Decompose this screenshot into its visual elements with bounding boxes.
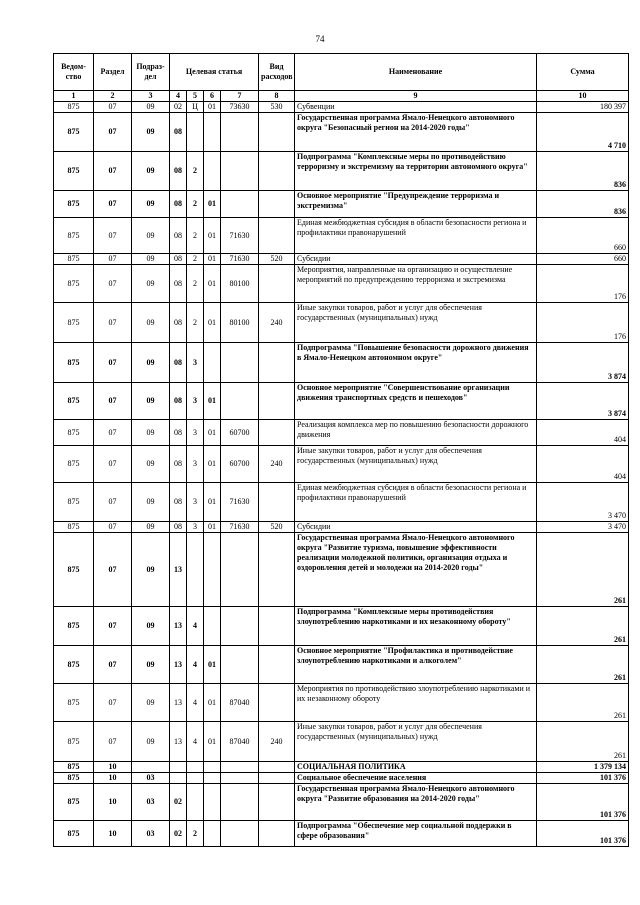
table-row bbox=[54, 821, 629, 847]
cell-target-d: 60700 bbox=[221, 420, 259, 446]
table-row bbox=[54, 773, 629, 784]
cell-target-d bbox=[221, 383, 259, 420]
cell-target-c bbox=[204, 821, 221, 847]
cell-naimenovanie: Подпрограмма "Комплексные меры противодействия злоупотреблению наркотиками и их незаконному обороту" bbox=[295, 607, 537, 646]
cell-target-d: 80100 bbox=[221, 303, 259, 343]
column-number: 4 bbox=[170, 91, 187, 102]
cell-target-d bbox=[221, 646, 259, 684]
cell-podrazdel: 09 bbox=[132, 152, 170, 191]
table-row bbox=[54, 383, 629, 420]
cell-podrazdel: 09 bbox=[132, 722, 170, 762]
cell-vid-rashodov: 530 bbox=[259, 102, 295, 113]
cell-vid-rashodov bbox=[259, 646, 295, 684]
cell-target-c bbox=[204, 343, 221, 383]
cell-summa: 101 376 bbox=[537, 821, 629, 847]
cell-podrazdel: 09 bbox=[132, 684, 170, 722]
cell-target-a: 08 bbox=[170, 446, 187, 483]
column-number-row bbox=[54, 91, 629, 102]
cell-summa: 660 bbox=[537, 218, 629, 254]
table-row bbox=[54, 522, 629, 533]
cell-naimenovanie: Основное мероприятие "Профилактика и противодействие злоупотреблению наркотиками и алкоголем" bbox=[295, 646, 537, 684]
cell-podrazdel: 09 bbox=[132, 218, 170, 254]
cell-target-d bbox=[221, 343, 259, 383]
table-row bbox=[54, 762, 629, 773]
cell-target-a: 08 bbox=[170, 152, 187, 191]
cell-summa: 176 bbox=[537, 303, 629, 343]
cell-target-b: 3 bbox=[187, 483, 204, 522]
cell-vedomstvo: 875 bbox=[54, 102, 94, 113]
cell-vid-rashodov bbox=[259, 265, 295, 303]
cell-target-c: 01 bbox=[204, 265, 221, 303]
cell-target-a: 13 bbox=[170, 684, 187, 722]
cell-vid-rashodov bbox=[259, 684, 295, 722]
header-summa: Сумма bbox=[537, 54, 629, 91]
cell-razdel: 07 bbox=[94, 684, 132, 722]
cell-summa: 261 bbox=[537, 607, 629, 646]
cell-target-b: 4 bbox=[187, 646, 204, 684]
cell-podrazdel: 03 bbox=[132, 773, 170, 784]
cell-podrazdel: 09 bbox=[132, 343, 170, 383]
cell-vedomstvo: 875 bbox=[54, 684, 94, 722]
cell-target-d: 71630 bbox=[221, 483, 259, 522]
cell-target-a bbox=[170, 773, 187, 784]
cell-target-b: 2 bbox=[187, 191, 204, 218]
cell-razdel: 10 bbox=[94, 821, 132, 847]
table-row bbox=[54, 152, 629, 191]
cell-podrazdel: 03 bbox=[132, 821, 170, 847]
cell-naimenovanie: Иные закупки товаров, работ и услуг для обеспечения государственных (муниципальных) нужд bbox=[295, 303, 537, 343]
cell-vedomstvo: 875 bbox=[54, 607, 94, 646]
cell-target-b: 3 bbox=[187, 522, 204, 533]
cell-vedomstvo: 875 bbox=[54, 784, 94, 821]
cell-target-c: 01 bbox=[204, 483, 221, 522]
header-vid-rashodov: Вид расходов bbox=[259, 54, 295, 91]
column-number: 10 bbox=[537, 91, 629, 102]
cell-target-d bbox=[221, 152, 259, 191]
cell-podrazdel: 09 bbox=[132, 483, 170, 522]
cell-vedomstvo: 875 bbox=[54, 265, 94, 303]
cell-target-d: 73630 bbox=[221, 102, 259, 113]
cell-target-b: 2 bbox=[187, 152, 204, 191]
cell-razdel: 07 bbox=[94, 113, 132, 152]
cell-target-c: 01 bbox=[204, 254, 221, 265]
cell-target-c bbox=[204, 784, 221, 821]
cell-summa: 261 bbox=[537, 722, 629, 762]
cell-summa: 3 470 bbox=[537, 522, 629, 533]
cell-podrazdel: 09 bbox=[132, 446, 170, 483]
cell-naimenovanie: Государственная программа Ямало-Ненецкого автономного округа "Безопасный регион на 2014-2020 годы" bbox=[295, 113, 537, 152]
cell-podrazdel: 09 bbox=[132, 607, 170, 646]
cell-target-c: 01 bbox=[204, 446, 221, 483]
cell-razdel: 10 bbox=[94, 762, 132, 773]
cell-naimenovanie: Субсидии bbox=[295, 522, 537, 533]
cell-vid-rashodov bbox=[259, 152, 295, 191]
cell-vedomstvo: 875 bbox=[54, 762, 94, 773]
cell-target-a: 13 bbox=[170, 607, 187, 646]
cell-razdel: 10 bbox=[94, 784, 132, 821]
column-number: 3 bbox=[132, 91, 170, 102]
page-number: 74 bbox=[315, 34, 325, 44]
cell-razdel: 07 bbox=[94, 646, 132, 684]
cell-naimenovanie: Подпрограмма "Повышение безопасности дорожного движения в Ямало-Ненецком автономном округе" bbox=[295, 343, 537, 383]
cell-target-d bbox=[221, 821, 259, 847]
table-row bbox=[54, 191, 629, 218]
cell-naimenovanie: Реализация комплекса мер по повышению безопасности дорожного движения bbox=[295, 420, 537, 446]
cell-naimenovanie: Субвенции bbox=[295, 102, 537, 113]
cell-razdel: 07 bbox=[94, 303, 132, 343]
cell-target-c bbox=[204, 533, 221, 607]
cell-naimenovanie: Подпрограмма "Комплексные меры по противодействию терроризму и экстремизму на территории автономного округа" bbox=[295, 152, 537, 191]
cell-target-a: 08 bbox=[170, 113, 187, 152]
cell-target-b: 4 bbox=[187, 684, 204, 722]
cell-podrazdel: 09 bbox=[132, 265, 170, 303]
cell-target-b: 2 bbox=[187, 821, 204, 847]
cell-naimenovanie: Государственная программа Ямало-Ненецкого автономного округа "Развитие образования на 2014-2020 годы" bbox=[295, 784, 537, 821]
cell-target-d: 87040 bbox=[221, 684, 259, 722]
cell-vid-rashodov bbox=[259, 113, 295, 152]
cell-target-a: 02 bbox=[170, 784, 187, 821]
cell-target-d bbox=[221, 773, 259, 784]
cell-target-d: 71630 bbox=[221, 254, 259, 265]
cell-target-a: 08 bbox=[170, 522, 187, 533]
cell-target-d bbox=[221, 533, 259, 607]
cell-vid-rashodov bbox=[259, 420, 295, 446]
cell-razdel: 07 bbox=[94, 722, 132, 762]
cell-naimenovanie: Мероприятия по противодействию злоупотреблению наркотиками и их незаконному обороту bbox=[295, 684, 537, 722]
cell-summa: 176 bbox=[537, 265, 629, 303]
cell-podrazdel: 09 bbox=[132, 383, 170, 420]
cell-summa: 4 710 bbox=[537, 113, 629, 152]
cell-target-a: 13 bbox=[170, 722, 187, 762]
cell-summa: 101 376 bbox=[537, 784, 629, 821]
cell-target-b bbox=[187, 784, 204, 821]
table-body bbox=[54, 102, 629, 847]
cell-target-a: 02 bbox=[170, 821, 187, 847]
cell-vid-rashodov: 520 bbox=[259, 522, 295, 533]
cell-summa: 1 379 134 bbox=[537, 762, 629, 773]
cell-razdel: 07 bbox=[94, 383, 132, 420]
cell-target-d bbox=[221, 191, 259, 218]
cell-summa: 660 bbox=[537, 254, 629, 265]
table-row bbox=[54, 303, 629, 343]
cell-razdel: 07 bbox=[94, 533, 132, 607]
cell-naimenovanie: Государственная программа Ямало-Ненецкого автономного округа "Развитие туризма, повышение эффективности реализации молодежной политики, организация отдыха и оздоровления детей и молодежи на 2014-2020 годы" bbox=[295, 533, 537, 607]
cell-target-b: 3 bbox=[187, 420, 204, 446]
cell-vid-rashodov bbox=[259, 773, 295, 784]
cell-vid-rashodov: 240 bbox=[259, 722, 295, 762]
cell-target-a: 08 bbox=[170, 483, 187, 522]
header-podrazdel: Подраз- дел bbox=[132, 54, 170, 91]
cell-vedomstvo: 875 bbox=[54, 533, 94, 607]
cell-naimenovanie: СОЦИАЛЬНАЯ ПОЛИТИКА bbox=[295, 762, 537, 773]
column-number: 9 bbox=[295, 91, 537, 102]
cell-naimenovanie: Мероприятия, направленные на организацию и осуществление мероприятий по предупреждению терроризма и экстремизма bbox=[295, 265, 537, 303]
cell-naimenovanie: Иные закупки товаров, работ и услуг для обеспечения государственных (муниципальных) нужд bbox=[295, 722, 537, 762]
cell-target-d: 71630 bbox=[221, 522, 259, 533]
header-razdel: Раздел bbox=[94, 54, 132, 91]
cell-vedomstvo: 875 bbox=[54, 343, 94, 383]
cell-vid-rashodov bbox=[259, 762, 295, 773]
cell-razdel: 07 bbox=[94, 254, 132, 265]
table-row bbox=[54, 483, 629, 522]
cell-podrazdel: 03 bbox=[132, 784, 170, 821]
cell-razdel: 10 bbox=[94, 773, 132, 784]
cell-target-c: 01 bbox=[204, 722, 221, 762]
cell-razdel: 07 bbox=[94, 446, 132, 483]
cell-podrazdel: 09 bbox=[132, 646, 170, 684]
cell-razdel: 07 bbox=[94, 420, 132, 446]
table-row bbox=[54, 254, 629, 265]
header-celevaya-statya: Целевая статья bbox=[170, 54, 259, 91]
cell-vid-rashodov bbox=[259, 821, 295, 847]
table-row bbox=[54, 218, 629, 254]
cell-naimenovanie: Единая межбюджетная субсидия в области безопасности региона и профилактики правонарушений bbox=[295, 218, 537, 254]
cell-vedomstvo: 875 bbox=[54, 420, 94, 446]
column-number: 8 bbox=[259, 91, 295, 102]
cell-target-b: 2 bbox=[187, 265, 204, 303]
cell-target-a: 08 bbox=[170, 191, 187, 218]
cell-naimenovanie: Единая межбюджетная субсидия в области безопасности региона и профилактики правонарушений bbox=[295, 483, 537, 522]
table-row bbox=[54, 646, 629, 684]
cell-summa: 836 bbox=[537, 191, 629, 218]
cell-podrazdel: 09 bbox=[132, 102, 170, 113]
table-row bbox=[54, 784, 629, 821]
cell-target-b: 2 bbox=[187, 303, 204, 343]
cell-vedomstvo: 875 bbox=[54, 218, 94, 254]
column-number: 7 bbox=[221, 91, 259, 102]
cell-vid-rashodov bbox=[259, 607, 295, 646]
cell-summa: 261 bbox=[537, 646, 629, 684]
cell-target-c bbox=[204, 607, 221, 646]
cell-podrazdel bbox=[132, 762, 170, 773]
table-row bbox=[54, 420, 629, 446]
budget-table bbox=[53, 53, 629, 847]
cell-target-b: 3 bbox=[187, 383, 204, 420]
cell-summa: 404 bbox=[537, 420, 629, 446]
cell-target-b: 3 bbox=[187, 343, 204, 383]
cell-razdel: 07 bbox=[94, 522, 132, 533]
column-number: 2 bbox=[94, 91, 132, 102]
table-row bbox=[54, 533, 629, 607]
cell-target-a bbox=[170, 762, 187, 773]
cell-vid-rashodov: 520 bbox=[259, 254, 295, 265]
cell-summa: 836 bbox=[537, 152, 629, 191]
cell-target-c: 01 bbox=[204, 191, 221, 218]
cell-vedomstvo: 875 bbox=[54, 113, 94, 152]
cell-razdel: 07 bbox=[94, 218, 132, 254]
cell-target-c: 01 bbox=[204, 522, 221, 533]
cell-target-a: 08 bbox=[170, 218, 187, 254]
table-row bbox=[54, 722, 629, 762]
cell-razdel: 07 bbox=[94, 343, 132, 383]
cell-target-d bbox=[221, 784, 259, 821]
cell-summa: 261 bbox=[537, 684, 629, 722]
cell-vid-rashodov bbox=[259, 343, 295, 383]
cell-razdel: 07 bbox=[94, 152, 132, 191]
cell-target-d bbox=[221, 762, 259, 773]
cell-podrazdel: 09 bbox=[132, 254, 170, 265]
cell-target-a: 08 bbox=[170, 303, 187, 343]
cell-target-a: 08 bbox=[170, 265, 187, 303]
cell-vid-rashodov bbox=[259, 383, 295, 420]
cell-vedomstvo: 875 bbox=[54, 383, 94, 420]
cell-vedomstvo: 875 bbox=[54, 773, 94, 784]
cell-summa: 3 874 bbox=[537, 343, 629, 383]
cell-summa: 404 bbox=[537, 446, 629, 483]
cell-podrazdel: 09 bbox=[132, 420, 170, 446]
cell-naimenovanie: Субсидии bbox=[295, 254, 537, 265]
cell-target-c: 01 bbox=[204, 420, 221, 446]
cell-vedomstvo: 875 bbox=[54, 646, 94, 684]
cell-summa: 101 376 bbox=[537, 773, 629, 784]
cell-target-b: 3 bbox=[187, 446, 204, 483]
table-row bbox=[54, 446, 629, 483]
cell-razdel: 07 bbox=[94, 191, 132, 218]
cell-summa: 180 397 bbox=[537, 102, 629, 113]
cell-target-c: 01 bbox=[204, 218, 221, 254]
cell-vedomstvo: 875 bbox=[54, 191, 94, 218]
cell-summa: 261 bbox=[537, 533, 629, 607]
cell-target-b bbox=[187, 113, 204, 152]
cell-target-d bbox=[221, 113, 259, 152]
cell-target-a: 13 bbox=[170, 533, 187, 607]
cell-podrazdel: 09 bbox=[132, 113, 170, 152]
cell-target-c bbox=[204, 152, 221, 191]
cell-razdel: 07 bbox=[94, 483, 132, 522]
cell-target-c bbox=[204, 762, 221, 773]
cell-vedomstvo: 875 bbox=[54, 483, 94, 522]
cell-target-b: Ц bbox=[187, 102, 204, 113]
cell-target-b: 2 bbox=[187, 254, 204, 265]
cell-target-a: 08 bbox=[170, 420, 187, 446]
cell-vid-rashodov bbox=[259, 218, 295, 254]
cell-target-d: 71630 bbox=[221, 218, 259, 254]
cell-naimenovanie: Основное мероприятие "Совершенствование организации движения транспортных средств и пешеходов" bbox=[295, 383, 537, 420]
cell-naimenovanie: Основное мероприятие "Предупреждение терроризма и экстремизма" bbox=[295, 191, 537, 218]
cell-podrazdel: 09 bbox=[132, 303, 170, 343]
column-number: 5 bbox=[187, 91, 204, 102]
cell-target-a: 08 bbox=[170, 343, 187, 383]
cell-podrazdel: 09 bbox=[132, 522, 170, 533]
cell-target-a: 02 bbox=[170, 102, 187, 113]
cell-vid-rashodov: 240 bbox=[259, 303, 295, 343]
header-naimenovanie: Наименование bbox=[295, 54, 537, 91]
cell-summa: 3 470 bbox=[537, 483, 629, 522]
cell-podrazdel: 09 bbox=[132, 191, 170, 218]
cell-vedomstvo: 875 bbox=[54, 152, 94, 191]
cell-target-b: 4 bbox=[187, 722, 204, 762]
cell-vedomstvo: 875 bbox=[54, 522, 94, 533]
cell-vid-rashodov: 240 bbox=[259, 446, 295, 483]
cell-target-d: 87040 bbox=[221, 722, 259, 762]
cell-razdel: 07 bbox=[94, 265, 132, 303]
cell-target-d: 80100 bbox=[221, 265, 259, 303]
cell-target-c: 01 bbox=[204, 684, 221, 722]
cell-vedomstvo: 875 bbox=[54, 446, 94, 483]
cell-target-d bbox=[221, 607, 259, 646]
table-row bbox=[54, 343, 629, 383]
column-number: 6 bbox=[204, 91, 221, 102]
table-row bbox=[54, 265, 629, 303]
cell-target-b: 2 bbox=[187, 218, 204, 254]
cell-target-c: 01 bbox=[204, 646, 221, 684]
cell-naimenovanie: Иные закупки товаров, работ и услуг для обеспечения государственных (муниципальных) нужд bbox=[295, 446, 537, 483]
cell-podrazdel: 09 bbox=[132, 533, 170, 607]
cell-target-c: 01 bbox=[204, 383, 221, 420]
header-vedomstvo: Ведом- ство bbox=[54, 54, 94, 91]
cell-target-a: 08 bbox=[170, 254, 187, 265]
cell-target-c bbox=[204, 773, 221, 784]
cell-razdel: 07 bbox=[94, 102, 132, 113]
column-number: 1 bbox=[54, 91, 94, 102]
cell-naimenovanie: Подпрограмма "Обеспечение мер социальной поддержки в сфере образования" bbox=[295, 821, 537, 847]
cell-target-a: 08 bbox=[170, 383, 187, 420]
cell-target-c: 01 bbox=[204, 102, 221, 113]
cell-target-c: 01 bbox=[204, 303, 221, 343]
cell-target-c bbox=[204, 113, 221, 152]
table-row bbox=[54, 113, 629, 152]
cell-target-b: 4 bbox=[187, 607, 204, 646]
cell-target-b bbox=[187, 773, 204, 784]
cell-vid-rashodov bbox=[259, 483, 295, 522]
table-row bbox=[54, 102, 629, 113]
cell-vedomstvo: 875 bbox=[54, 303, 94, 343]
cell-vid-rashodov bbox=[259, 533, 295, 607]
cell-razdel: 07 bbox=[94, 607, 132, 646]
cell-target-b bbox=[187, 762, 204, 773]
cell-vid-rashodov bbox=[259, 784, 295, 821]
cell-vedomstvo: 875 bbox=[54, 821, 94, 847]
cell-vedomstvo: 875 bbox=[54, 254, 94, 265]
table-row bbox=[54, 607, 629, 646]
cell-target-a: 13 bbox=[170, 646, 187, 684]
cell-summa: 3 874 bbox=[537, 383, 629, 420]
cell-target-b bbox=[187, 533, 204, 607]
cell-vedomstvo: 875 bbox=[54, 722, 94, 762]
cell-naimenovanie: Социальное обеспечение населения bbox=[295, 773, 537, 784]
table-row bbox=[54, 684, 629, 722]
cell-target-d: 60700 bbox=[221, 446, 259, 483]
cell-vid-rashodov bbox=[259, 191, 295, 218]
